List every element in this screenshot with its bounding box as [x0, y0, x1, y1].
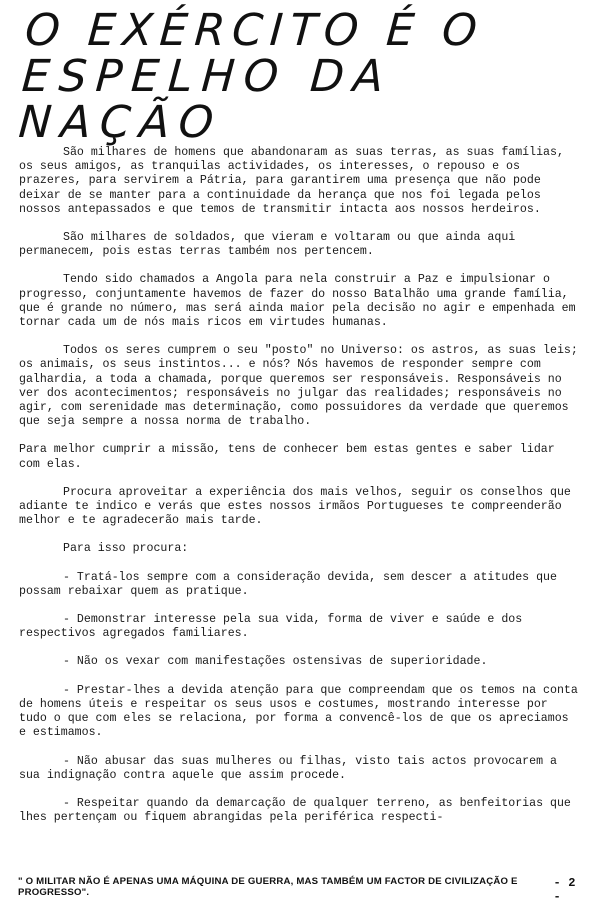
list-item: - Respeitar quando da demarcação de qualquer terreno, as benfeitorias que lhes pertençam ou fiquem abrangidas pela periférica respecti- [19, 796, 571, 825]
page-number: - 2 - [553, 876, 576, 904]
document-title [17, 5, 600, 148]
paragraph: Para isso procura: [63, 542, 189, 556]
footer-quote: " O MILITAR NÃO É APENAS UMA MÁQUINA DE GUERRA, MAS TAMBÉM UM FACTOR DE CIVILIZAÇÃO E PROGRESSO". [18, 876, 518, 898]
title-line-1: O EXÉRCITO É O [23, 5, 486, 56]
paragraph: Todos os seres cumprem o seu "posto" no Universo: os astros, as suas leis; os animais, os seus instintos... e nós? Nós havemos de responder sempre com galhardia, a toda a chamada, porque queremos ser responsáveis. Responsáveis no ver dos acontecimentos; responsáveis no julgar das realidades; responsáveis no agir, com serenidade mas determinação, como possuidores da verdade que queremos que seja sempre a nossa norma de trabalho. [19, 344, 578, 429]
document-body [19, 146, 579, 839]
list-item: - Tratá-los sempre com a consideração devida, sem descer a atitudes que possam rebaixar quem as pratique. [19, 570, 557, 598]
paragraph: São milhares de soldados, que vieram e voltaram ou que ainda aqui permanecem, pois estas terras também nos pertencem. [19, 231, 516, 259]
list-item: - Demonstrar interesse pela sua vida, forma de viver e saúde e dos respectivos agregados familiares. [19, 613, 523, 641]
paragraph: Tendo sido chamados a Angola para nela construir a Paz e impulsionar o progresso, conjuntamente havemos de fazer do nosso Batalhão uma grande família, que é grande no número, mas será ainda maior pela decisão no agir e empenhada em tornar cada um de nós mais ricos em virtudes humanas. [19, 273, 576, 330]
list-item: - Prestar-lhes a devida atenção para que compreendam que os temos na conta de homens úteis e respeitar os seus usos e costumes, mostrando interesse por tudo o que com eles se relaciona, por forma a convencê-los de que os apreciamos e estimamos. [19, 683, 578, 740]
paragraph: São milhares de homens que abandonaram as suas terras, as suas famílias, os seus amigos, as tranquilas actividades, os interesses, o repouso e os prazeres, para servirem a Pátria, para garantirem uma presença que não pode deixar de se manter para a continuidade da herança que nos foi legada pelos nossos antepassados e que temos de transmitir intacta aos nossos herdeiros. [19, 146, 564, 216]
list-item: - Não abusar das suas mulheres ou filhas, visto tais actos provocarem a sua indignação contra aquele que assim procede. [19, 754, 557, 782]
paragraph: Para melhor cumprir a missão, tens de conhecer bem estas gentes e saber lidar com elas. [19, 443, 555, 471]
page-footer [18, 876, 588, 904]
paragraph: Procura aproveitar a experiência dos mais velhos, seguir os conselhos que adiante te indico e verás que estes nossos irmãos Portugueses te compreenderão melhor e te agradecerão mais tarde. [19, 485, 571, 528]
title-line-2: ESPELHO DA NAÇÃO [17, 51, 395, 148]
list-item: - Não os vexar com manifestações ostensivas de superioridade. [63, 655, 488, 669]
